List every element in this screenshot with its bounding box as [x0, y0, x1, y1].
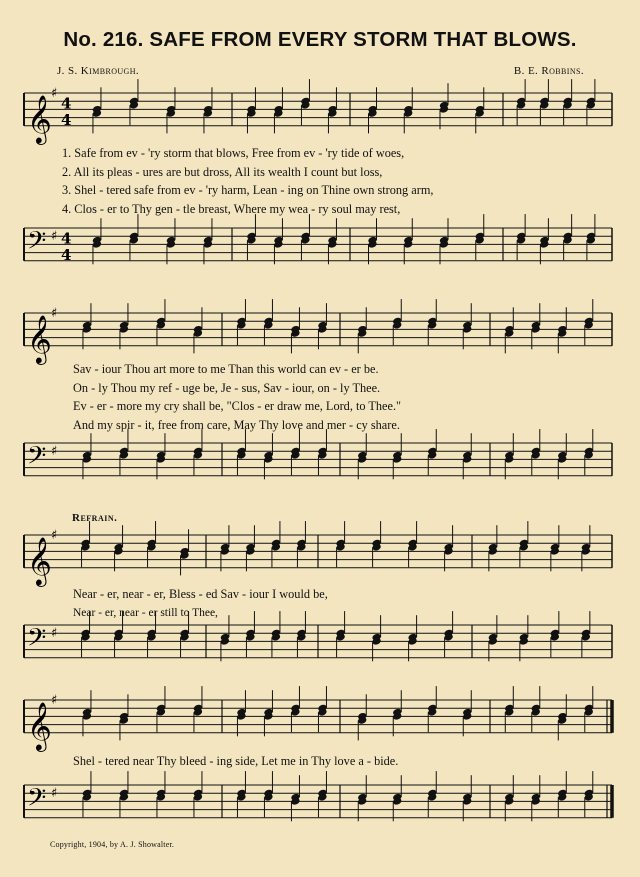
verse-line: Ev - er - more my cry shall be, "Clos - er draw me, Lord, to Thee.": [73, 399, 402, 413]
sharp-icon: ♯: [51, 444, 58, 460]
refrain-label: Refrain.: [72, 512, 118, 524]
sharp-icon: ♯: [51, 86, 58, 101]
treble-clef-icon: 𝄞: [27, 93, 52, 143]
verse-line: Near - er, near - er, Bless - ed Sav - iour I would be,: [73, 587, 328, 601]
verse-line: 4. Clos - er to Thy gen - tle breast, Where my wea - ry soul may rest,: [62, 201, 401, 216]
sharp-icon: ♯: [51, 528, 58, 543]
verse-line: Near - er, near - er still to Thee,: [73, 606, 218, 619]
sharp-icon: ♯: [51, 786, 58, 802]
system-4-treble-staff: [0, 692, 640, 752]
system-2-verse-lines: [73, 360, 401, 434]
system-4-bass-staff: [0, 777, 640, 837]
bass-clef-icon: 𝄢: [27, 226, 47, 262]
time-signature-bottom: 4: [61, 245, 72, 264]
system-1-treble-staff: [0, 85, 640, 145]
verse-line: 3. Shel - tered safe from ev - 'ry harm, Lean - ing on Thine own strong arm,: [62, 183, 434, 197]
time-signature-bottom: 4: [61, 110, 72, 129]
sharp-icon: ♯: [51, 626, 58, 642]
hymn-title: No. 216. SAFE FROM EVERY STORM THAT BLOWS.: [63, 28, 577, 51]
verse-line: 2. All its pleas - ures are but dross, All its wealth I count but loss,: [62, 164, 383, 179]
bass-clef-icon: 𝄢: [27, 623, 47, 659]
system-1-bass-staff: [0, 220, 640, 280]
system-3-treble-staff: [0, 527, 640, 587]
treble-clef-icon: 𝄞: [27, 700, 52, 750]
time-signature-top: 4: [61, 94, 72, 113]
composer-credit: B. E. Robbins.: [513, 65, 584, 77]
sharp-icon: ♯: [51, 306, 58, 321]
sharp-icon: ♯: [51, 229, 58, 245]
system-3-bass-staff: [0, 617, 640, 677]
treble-clef-icon: 𝄞: [27, 535, 52, 585]
verse-line: And my spir - it, free from care, May Thy love and mer - cy share.: [73, 417, 400, 432]
system-1-verse-lines: [62, 144, 433, 218]
system-4-verse-lines: [73, 752, 398, 771]
lyricist-credit: J. S. Kimbrough.: [57, 65, 140, 77]
treble-clef-icon: 𝄞: [27, 313, 52, 363]
verse-line: Shel - tered near Thy bleed - ing side, Let me in Thy love a - bide.: [73, 754, 399, 768]
system-2-treble-staff: [0, 305, 640, 365]
copyright-notice: Copyright, 1904, by A. J. Showalter.: [50, 840, 175, 849]
time-signature-top: 4: [61, 229, 72, 248]
sharp-icon: ♯: [51, 693, 58, 708]
verse-line: Sav - iour Thou art more to me Than this world can ev - er be.: [73, 362, 379, 376]
system-2-bass-staff: [0, 435, 640, 495]
verse-line: On - ly Thou my ref - uge be, Je - sus, Sav - iour, on - ly Thee.: [73, 380, 381, 395]
verse-line: 1. Safe from ev - 'ry storm that blows, Free from ev - 'ry tide of woes,: [62, 146, 405, 160]
bass-clef-icon: 𝄢: [27, 783, 47, 819]
bass-clef-icon: 𝄢: [27, 441, 47, 477]
